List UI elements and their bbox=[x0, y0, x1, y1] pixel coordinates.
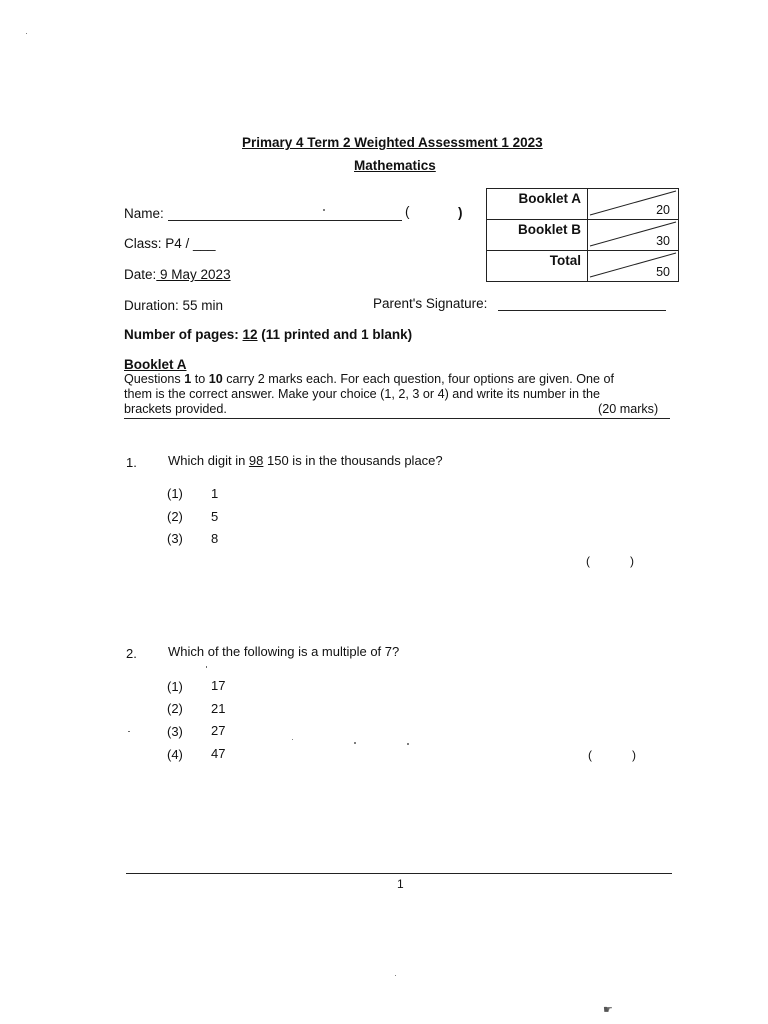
q2-answer-bracket-open[interactable]: ( bbox=[588, 748, 592, 762]
scan-speck bbox=[128, 731, 130, 732]
q1-option-1-value: 1 bbox=[211, 486, 219, 501]
q1-answer-bracket-open[interactable]: ( bbox=[586, 554, 590, 568]
marks-row-name: Booklet B bbox=[487, 220, 588, 251]
q2-option-2-label: (2) bbox=[167, 701, 183, 716]
number-of-pages bbox=[124, 327, 412, 342]
scan-speck bbox=[354, 742, 356, 744]
marks-row-score-cell bbox=[588, 189, 679, 220]
duration-label: Duration: 55 min bbox=[124, 298, 224, 313]
section-divider bbox=[124, 418, 670, 419]
scan-mark-icon: ☛ bbox=[603, 1004, 613, 1016]
date-value: 9 May 2023 bbox=[156, 267, 231, 282]
scan-speck bbox=[26, 33, 27, 34]
parent-signature-line[interactable] bbox=[498, 310, 666, 311]
marks-row-name: Total bbox=[487, 251, 588, 282]
parent-signature-label: Parent's Signature: bbox=[373, 296, 488, 311]
booklet-a-heading: Booklet A bbox=[124, 357, 187, 372]
footer-rule bbox=[126, 873, 672, 874]
name-bracket-close: ) bbox=[458, 205, 463, 220]
instructions-line-2: them is the correct answer. Make your choice (1, 2, 3 or 4) and write its number in the bbox=[124, 387, 600, 401]
instructions-line-1 bbox=[124, 372, 614, 386]
marks-row-score: 30 bbox=[656, 234, 670, 248]
q1-option-3-label: (3) bbox=[167, 531, 183, 546]
pages-suffix: (11 printed and 1 blank) bbox=[257, 327, 413, 342]
q2-option-1-value: 17 bbox=[211, 678, 226, 693]
question-2-number: 2. bbox=[126, 646, 137, 661]
marks-row-score: 50 bbox=[656, 265, 670, 279]
subject-title: Mathematics bbox=[354, 158, 436, 173]
scan-speck bbox=[395, 975, 396, 976]
scan-speck bbox=[292, 739, 293, 740]
date-label: Date: bbox=[124, 267, 157, 282]
pages-prefix: Number of pages: bbox=[124, 327, 243, 342]
instr-text: to bbox=[191, 372, 209, 386]
class-label: Class: P4 / ___ bbox=[124, 236, 216, 251]
q1-answer-bracket-close[interactable]: ) bbox=[630, 554, 634, 568]
instructions-line-3: brackets provided. bbox=[124, 402, 227, 416]
marks-row bbox=[487, 251, 679, 282]
q1-option-1-label: (1) bbox=[167, 486, 183, 501]
q2-option-1-label: (1) bbox=[167, 679, 183, 694]
q2-option-3-value: 27 bbox=[211, 723, 226, 738]
q1-option-3-value: 8 bbox=[211, 531, 219, 546]
instr-text: carry 2 marks each. For each question, four options are given. One of bbox=[222, 372, 615, 386]
q1-option-2-label: (2) bbox=[167, 509, 183, 524]
scan-speck bbox=[323, 209, 325, 211]
pages-count: 12 bbox=[242, 327, 258, 342]
marks-row bbox=[487, 189, 679, 220]
question-1-number: 1. bbox=[126, 455, 137, 470]
scan-speck bbox=[206, 666, 207, 668]
name-bracket-open: ( bbox=[405, 204, 410, 219]
exam-title: Primary 4 Term 2 Weighted Assessment 1 2023 bbox=[242, 135, 543, 150]
instr-bold-number: 10 bbox=[208, 372, 223, 386]
scan-speck bbox=[407, 743, 409, 745]
q2-option-3-label: (3) bbox=[167, 724, 183, 739]
question-2-text: Which of the following is a multiple of 7? bbox=[168, 644, 400, 659]
instr-bold-number: 1 bbox=[184, 372, 192, 386]
q2-option-4-value: 47 bbox=[211, 746, 226, 761]
marks-row-name: Booklet A bbox=[487, 189, 588, 220]
booklet-a-marks: (20 marks) bbox=[598, 402, 659, 416]
q2-option-2-value: 21 bbox=[211, 701, 226, 716]
name-label: Name: bbox=[124, 206, 164, 221]
date-field bbox=[124, 267, 231, 282]
marks-row-score-cell bbox=[588, 251, 679, 282]
q1-option-2-value: 5 bbox=[211, 509, 219, 524]
q2-answer-bracket-close[interactable]: ) bbox=[632, 748, 636, 762]
page-number: 1 bbox=[397, 877, 404, 891]
marks-row-score: 20 bbox=[656, 203, 670, 217]
marks-table bbox=[486, 188, 679, 282]
marks-row bbox=[487, 220, 679, 251]
question-text: 150 is in the thousands place? bbox=[263, 453, 443, 468]
name-field-line[interactable] bbox=[168, 220, 402, 221]
q2-option-4-label: (4) bbox=[167, 747, 183, 762]
question-underlined-number: 98 bbox=[248, 453, 264, 468]
question-text: Which digit in bbox=[168, 453, 249, 468]
marks-row-score-cell bbox=[588, 220, 679, 251]
question-1-text bbox=[168, 453, 443, 468]
instr-text: Questions bbox=[124, 372, 185, 386]
